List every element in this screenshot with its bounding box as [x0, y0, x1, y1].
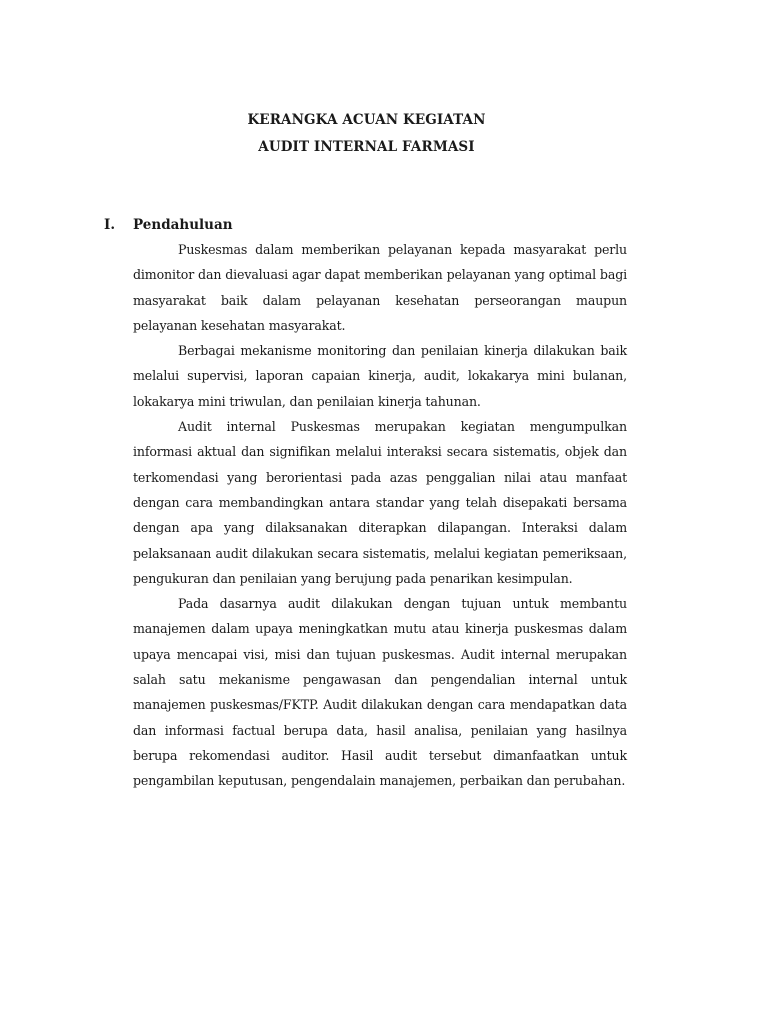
section-body: [133, 237, 627, 794]
title-line-2: AUDIT INTERNAL FARMASI: [258, 139, 475, 155]
document-title: [0, 107, 733, 161]
section-heading: [104, 213, 627, 238]
section-number: I.: [104, 217, 116, 233]
title-line-1: KERANGKA ACUAN KEGIATAN: [247, 112, 486, 128]
paragraph: Puskesmas dalam memberikan pelayanan kepada masyarakat perlu dimonitor dan dievaluasi agar dapat memberikan pelayanan yang optimal bagi masyarakat baik dalam pelayanan kesehatan perseorangan maupun pelayanan kesehatan masyarakat.: [133, 242, 627, 333]
paragraph: Pada dasarnya audit dilakukan dengan tujuan untuk membantu manajemen dalam upaya meningkatkan mutu atau kinerja puskesmas dalam upaya mencapai visi, misi dan tujuan puskesmas. Audit internal merupakan salah satu mekanisme pengawasan dan pengendalian internal untuk manajemen puskesmas/FKTP. Audit dilakukan dengan cara mendapatkan data dan informasi factual berupa data, hasil analisa, penilaian yang hasilnya berupa rekomendasi auditor. Hasil audit tersebut dimanfaatkan untuk pengambilan keputusan, pengendalain manajemen, perbaikan dan perubahan.: [133, 596, 627, 789]
paragraph: Berbagai mekanisme monitoring dan penilaian kinerja dilakukan baik melalui supervisi, laporan capaian kinerja, audit, lokakarya mini bulanan, lokakarya mini triwulan, dan penilaian kinerja tahunan.: [133, 343, 627, 409]
section-title: Pendahuluan: [133, 217, 233, 233]
paragraph: Audit internal Puskesmas merupakan kegiatan mengumpulkan informasi aktual dan signifikan melalui interaksi secara sistematis, objek dan terkomendasi yang berorientasi pada azas penggalian nilai atau manfaat dengan cara membandingkan antara standar yang telah disepakati bersama dengan apa yang dilaksanakan diterapkan dilapangan. Interaksi dalam pelaksanaan audit dilakukan secara sistematis, melalui kegiatan pemeriksaan, pengukuran dan penilaian yang berujung pada penarikan kesimpulan.: [133, 419, 627, 586]
